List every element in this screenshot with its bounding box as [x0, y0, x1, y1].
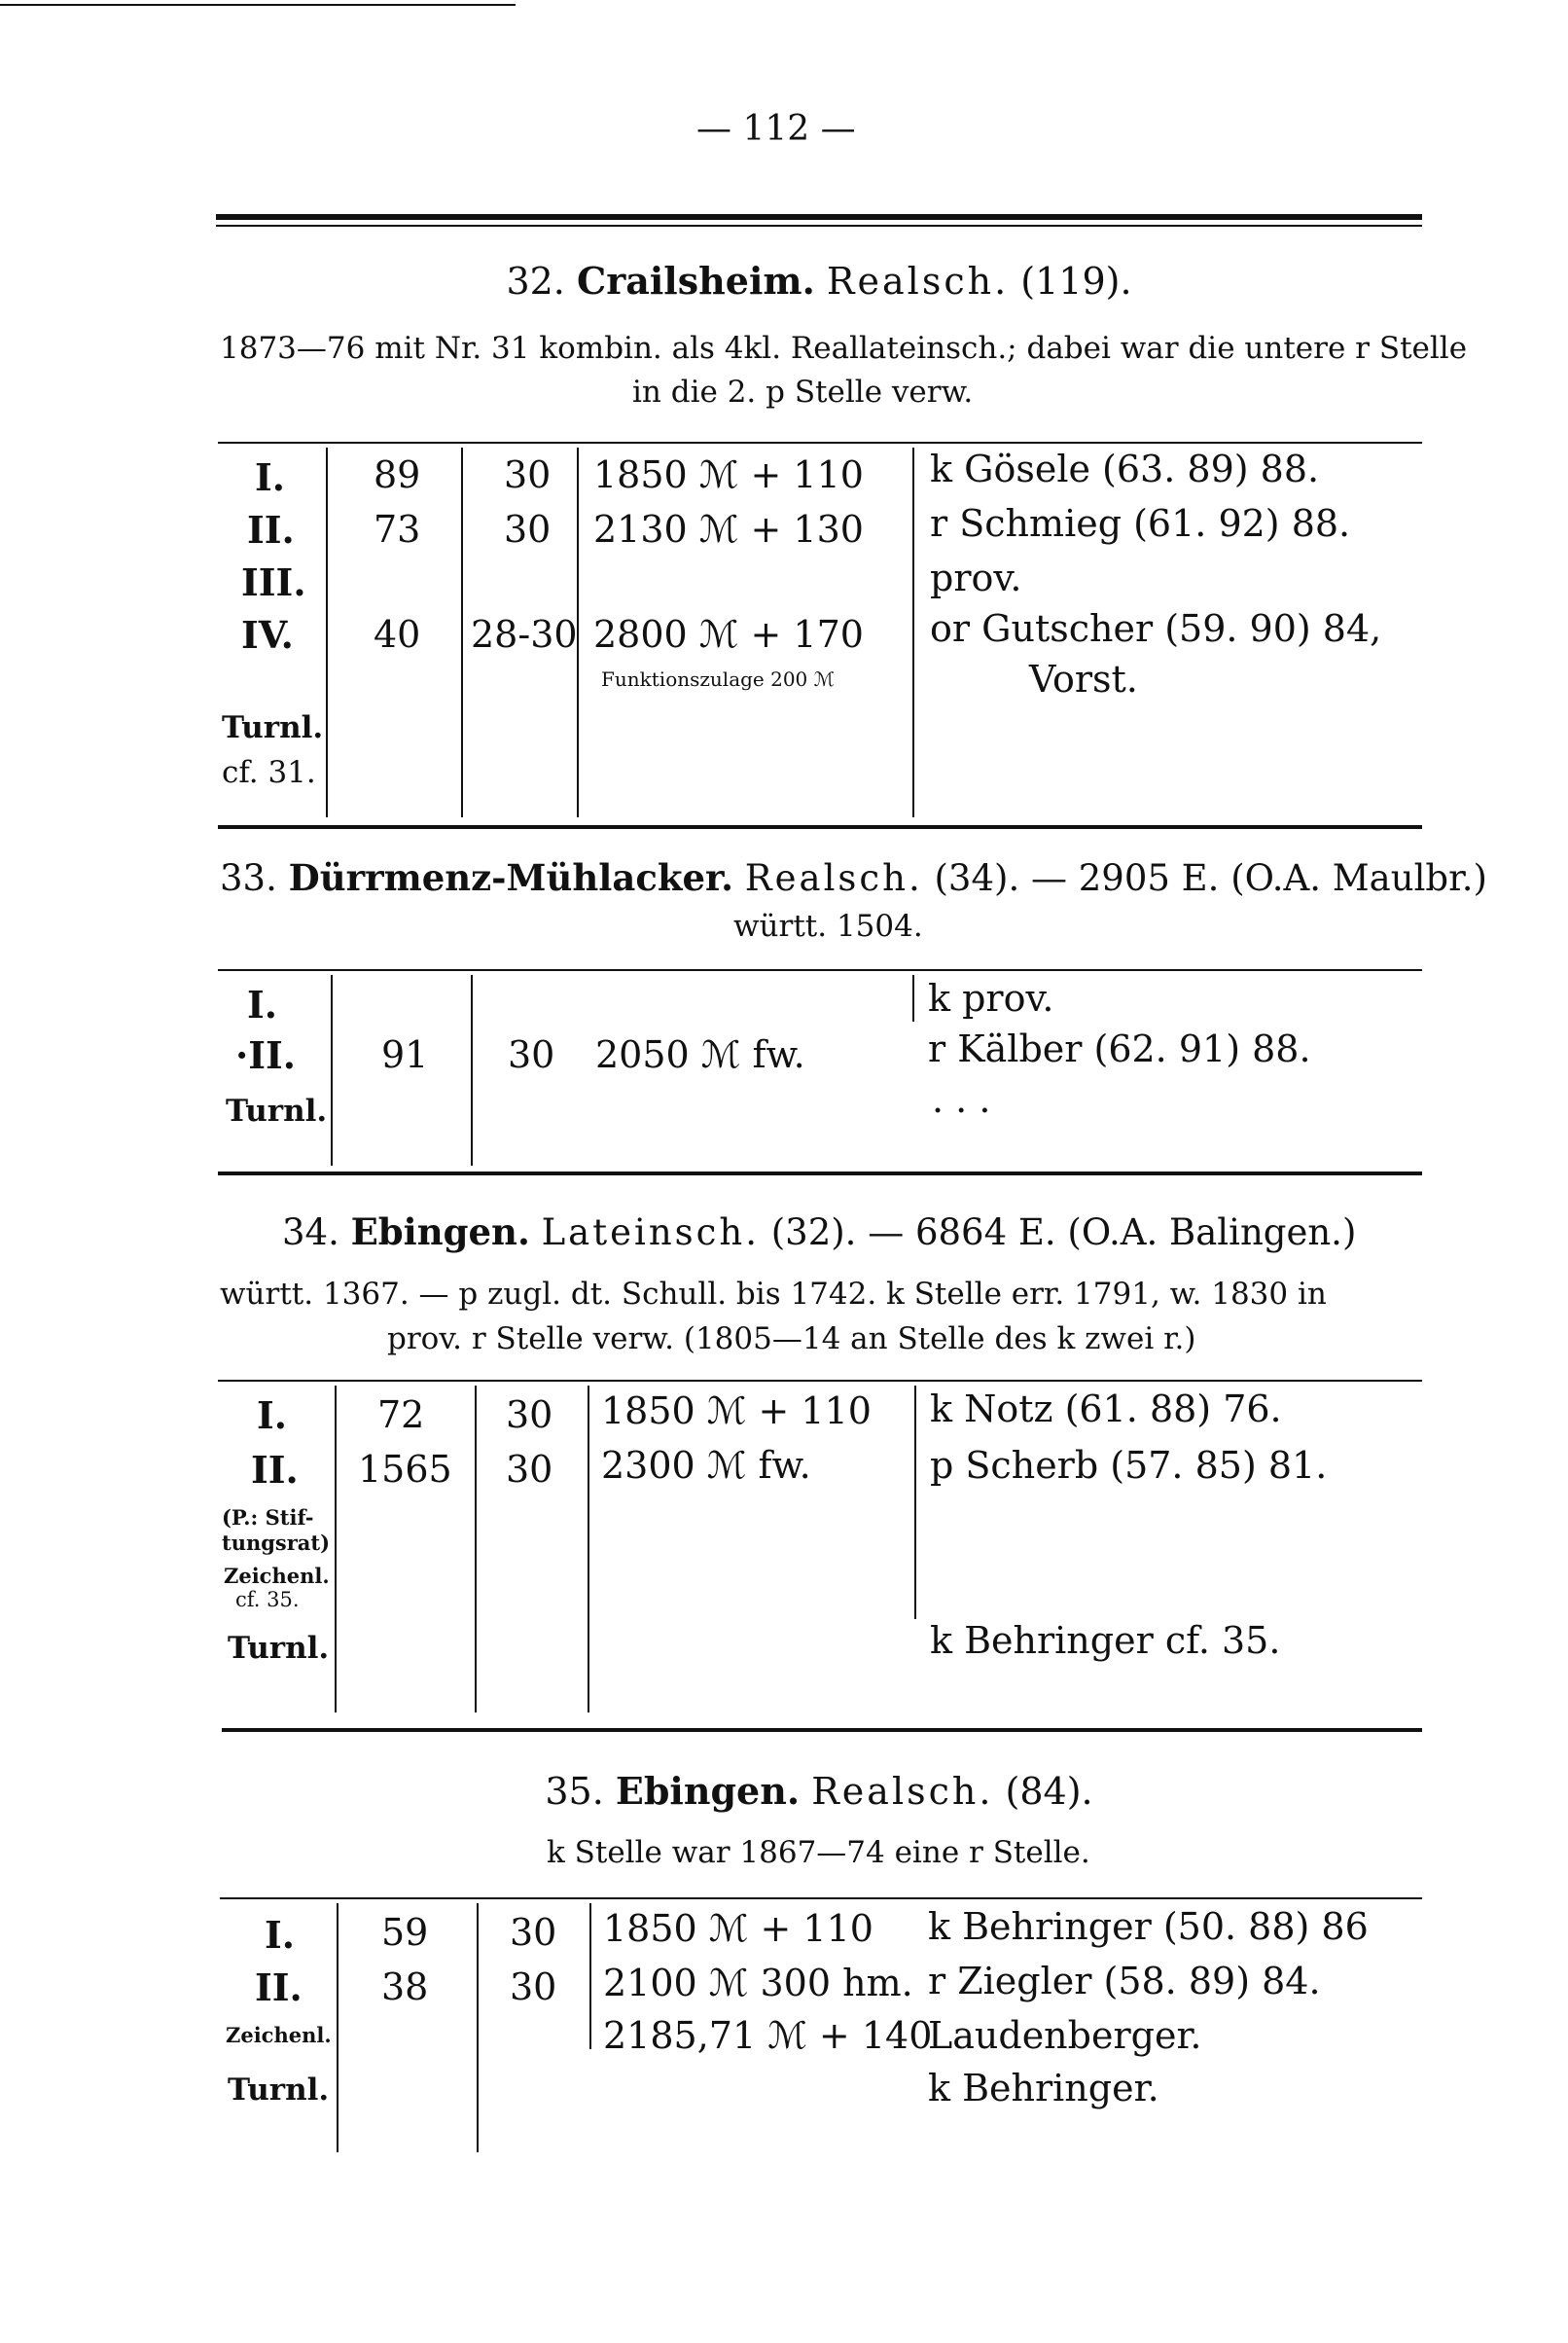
- salary-cell: 2130 ℳ + 130: [593, 508, 864, 551]
- col-divider: [912, 975, 914, 1022]
- class-cell: Turnl.: [228, 1631, 330, 1666]
- section-32-note-line-1: 1873—76 mit Nr. 31 kombin. als 4kl. Reallateinsch.; dabei war die untere r Stelle: [220, 331, 1468, 366]
- col-divider: [335, 1386, 337, 1712]
- class-cell: cf. 35.: [235, 1588, 300, 1611]
- class-cell: I.: [247, 983, 278, 1027]
- salary-note: Funktionszulage 200 ℳ: [601, 667, 836, 691]
- section-school-type: Lateinsch.: [541, 1211, 760, 1253]
- name-continuation: Vorst.: [1029, 658, 1138, 701]
- name-cell: r Schmieg (61. 92) 88.: [930, 502, 1351, 545]
- section-33-heading: [220, 856, 1487, 899]
- col-divider: [477, 1903, 479, 2152]
- section-extra: (32). — 6864 E. (O.A. Balingen.): [770, 1211, 1357, 1253]
- col-divider: [326, 448, 328, 817]
- salary-cell: 2185,71 ℳ + 140: [603, 2014, 933, 2057]
- value-cell: 28-30: [471, 613, 578, 656]
- section-34-note-line-2: prov. r Stelle verw. (1805—14 an Stelle des k zwei r.): [387, 1321, 1196, 1356]
- name-cell: r Ziegler (58. 89) 84.: [928, 1960, 1321, 2002]
- section-32-table-bottom-rule: [218, 825, 1422, 829]
- top-rule: [0, 4, 516, 6]
- value-cell: 30: [504, 453, 552, 496]
- section-school-type: Realsch.: [744, 857, 923, 899]
- value-cell: 72: [377, 1393, 425, 1436]
- section-32-heading: [216, 259, 1422, 303]
- salary-cell: 2050 ℳ fw.: [595, 1033, 805, 1076]
- col-divider: [912, 448, 914, 817]
- class-cell: IV.: [241, 613, 294, 657]
- col-divider: [588, 1386, 589, 1712]
- name-cell: k Behringer cf. 35.: [930, 1619, 1281, 1662]
- header-thick-rule: [216, 214, 1422, 220]
- section-place: Dürrmenz-Mühlacker.: [288, 856, 734, 899]
- class-cell: Turnl.: [226, 1094, 328, 1129]
- col-divider: [475, 1386, 477, 1712]
- class-cell: II.: [251, 1448, 299, 1492]
- col-divider: [337, 1903, 339, 2152]
- class-cell: I.: [257, 1393, 288, 1437]
- value-cell: 30: [510, 1911, 557, 1954]
- section-33-table-top-rule: [218, 969, 1422, 971]
- value-cell: 30: [506, 1393, 553, 1436]
- name-cell: r Kälber (62. 91) 88.: [928, 1027, 1311, 1070]
- section-place: Ebingen.: [615, 1769, 801, 1813]
- name-cell: k Notz (61. 88) 76.: [930, 1388, 1282, 1430]
- salary-cell: 2100 ℳ 300 hm.: [603, 1962, 913, 2004]
- name-cell: prov.: [930, 557, 1022, 599]
- section-place: Ebingen.: [350, 1210, 530, 1253]
- class-cell: Zeichenl.: [226, 2023, 332, 2047]
- section-extra: (119).: [1020, 260, 1132, 303]
- col-divider: [914, 1386, 916, 1619]
- value-cell: 30: [508, 1033, 555, 1076]
- name-cell: . . .: [932, 1078, 991, 1121]
- class-cell: II.: [247, 508, 295, 552]
- section-34-table-top-rule: [218, 1380, 1422, 1382]
- name-cell: Laudenberger.: [928, 2014, 1202, 2057]
- value-cell: 30: [506, 1448, 553, 1491]
- section-32-table-top-rule: [218, 442, 1422, 444]
- col-divider: [331, 975, 333, 1166]
- value-cell: 91: [381, 1033, 429, 1076]
- value-cell: 30: [510, 1965, 557, 2008]
- class-note: tungsrat): [222, 1531, 331, 1555]
- salary-cell: 2800 ℳ + 170: [593, 613, 864, 656]
- name-cell: k Behringer (50. 88) 86: [928, 1905, 1369, 1948]
- section-34-table-bottom-rule: [222, 1728, 1422, 1732]
- class-cell: I.: [255, 455, 286, 499]
- section-number: 34.: [282, 1211, 339, 1253]
- col-divider: [589, 1903, 591, 2049]
- section-school-type: Realsch.: [826, 260, 1010, 303]
- class-note: (P.: Stif-: [222, 1505, 314, 1530]
- name-cell: k Behringer.: [928, 2067, 1159, 2109]
- col-divider: [471, 975, 473, 1166]
- section-school-type: Realsch.: [811, 1770, 994, 1813]
- class-cell: Turnl.: [228, 2073, 330, 2108]
- section-extra: (84).: [1005, 1770, 1093, 1813]
- col-divider: [461, 448, 463, 817]
- header-thin-rule: [216, 225, 1422, 227]
- value-cell: 89: [374, 453, 421, 496]
- section-34-heading: [282, 1210, 1356, 1253]
- salary-cell: 1850 ℳ + 110: [601, 1389, 872, 1432]
- section-number: 32.: [506, 260, 565, 303]
- section-35-note-line-1: k Stelle war 1867—74 eine r Stelle.: [547, 1835, 1090, 1870]
- class-cell: III.: [241, 560, 306, 604]
- section-33-table-bottom-rule: [218, 1172, 1422, 1175]
- section-33-note-line-1: württ. 1504.: [733, 909, 923, 944]
- section-35-table-top-rule: [220, 1897, 1422, 1899]
- section-number: 33.: [220, 857, 277, 899]
- salary-cell: 1850 ℳ + 110: [593, 453, 864, 496]
- page-number: — 112 —: [696, 109, 856, 149]
- class-cell: Zeichenl.: [224, 1564, 330, 1588]
- name-cell: p Scherb (57. 85) 81.: [930, 1444, 1328, 1487]
- section-34-note-line-1: württ. 1367. — p zugl. dt. Schull. bis 1742. k Stelle err. 1791, w. 1830 in: [220, 1277, 1327, 1312]
- name-cell: k Gösele (63. 89) 88.: [930, 448, 1320, 490]
- value-cell: 30: [504, 508, 552, 551]
- section-number: 35.: [545, 1770, 604, 1813]
- section-extra: (34). — 2905 E. (O.A. Maulbr.): [934, 857, 1487, 899]
- class-cell: ·II.: [235, 1033, 297, 1077]
- section-35-heading: [216, 1769, 1422, 1813]
- value-cell: 73: [374, 508, 421, 551]
- section-32-note-line-2: in die 2. p Stelle verw.: [632, 375, 974, 410]
- section-place: Crailsheim.: [576, 259, 815, 303]
- class-cell: I.: [265, 1913, 296, 1957]
- value-cell: 38: [381, 1965, 429, 2008]
- class-cell: Turnl.: [222, 710, 324, 745]
- value-cell: 40: [374, 613, 421, 656]
- value-cell: 1565: [358, 1448, 452, 1491]
- salary-cell: 1850 ℳ + 110: [603, 1907, 873, 1950]
- value-cell: 59: [381, 1911, 429, 1954]
- name-cell: k prov.: [928, 977, 1054, 1020]
- salary-cell: 2300 ℳ fw.: [601, 1444, 811, 1487]
- class-cell: II.: [255, 1965, 303, 2009]
- class-cell: cf. 31.: [222, 755, 316, 790]
- name-cell: or Gutscher (59. 90) 84,: [930, 607, 1382, 650]
